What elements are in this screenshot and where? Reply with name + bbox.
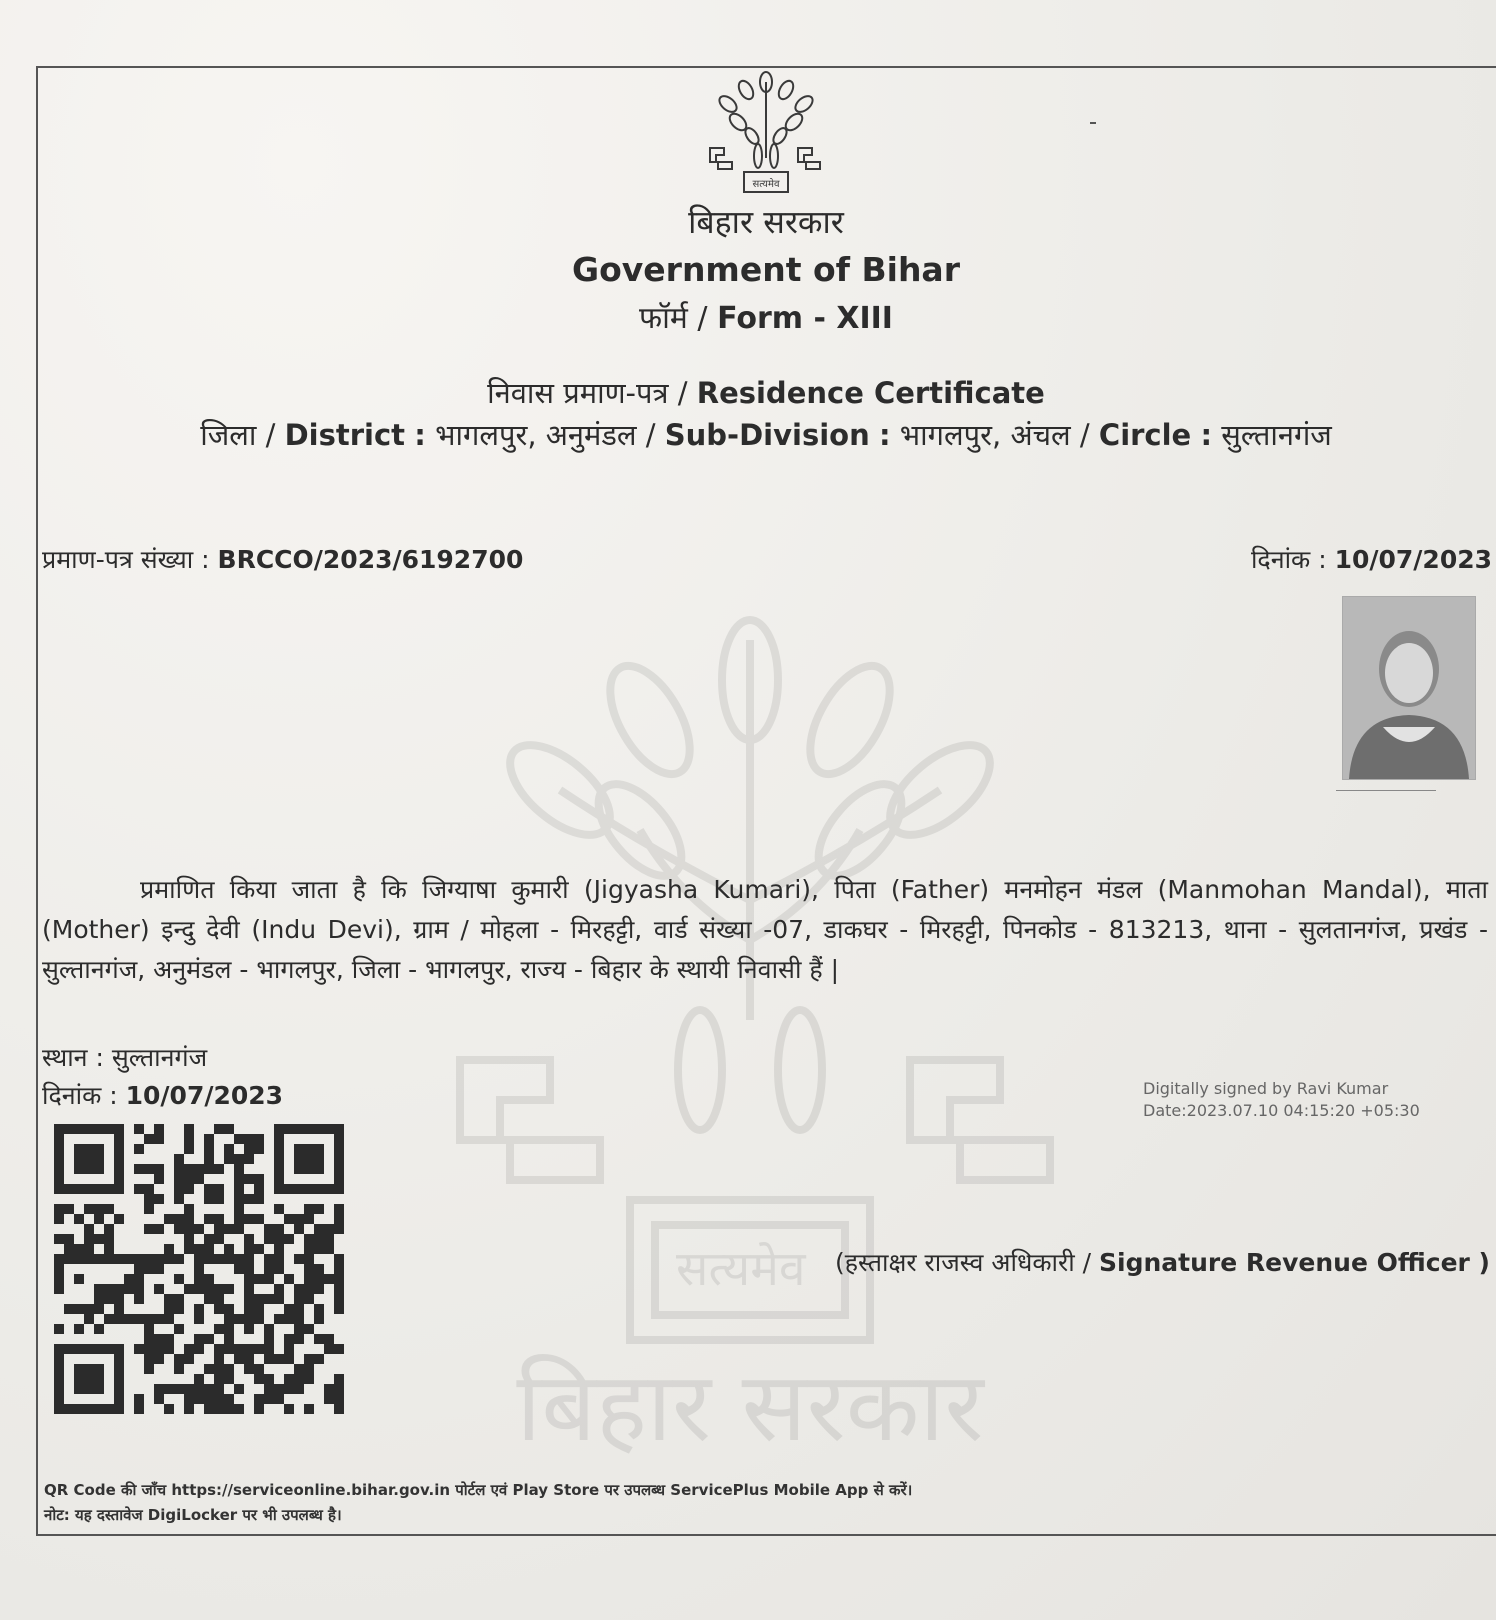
certificate-number-value: BRCCO/2023/6192700 bbox=[217, 545, 524, 574]
watermark-emblem-icon bbox=[430, 600, 1070, 1460]
place bbox=[42, 1040, 207, 1074]
qr-code-modules bbox=[54, 1124, 344, 1414]
issue-date bbox=[42, 1078, 283, 1112]
signature-caption-hindi: (हस्ताक्षर राजस्व अधिकारी / bbox=[834, 1248, 1092, 1277]
district-label-hindi: जिला bbox=[200, 418, 257, 452]
form-number: फॉर्म / Form - XIII bbox=[639, 301, 893, 336]
photo-underline bbox=[1336, 790, 1436, 791]
district-label-english: District bbox=[284, 418, 406, 452]
subdivision-label-english: Sub-Division bbox=[664, 418, 870, 452]
certificate-title: निवास प्रमाण-पत्र / Residence Certificate bbox=[487, 376, 1045, 410]
qr-code-icon[interactable] bbox=[52, 1124, 346, 1414]
subdivision-value: भागलपुर, bbox=[899, 418, 1002, 452]
jurisdiction-line: जिला / District : भागलपुर, अनुमंडल / Sub-Division : भागलपुर, अंचल / Circle : सुल्तानगंज bbox=[200, 418, 1332, 452]
form-label-english: Form - XIII bbox=[717, 301, 893, 336]
place-label: स्थान : bbox=[42, 1043, 104, 1072]
certificate-number-label: प्रमाण-पत्र संख्या : bbox=[42, 545, 210, 574]
issue-date-label: दिनांक : bbox=[42, 1081, 118, 1110]
bihar-emblem-icon bbox=[706, 68, 826, 196]
applicant-photo bbox=[1342, 596, 1476, 780]
qr-verification-note: QR Code की जाँच https://serviceonline.bihar.gov.in पोर्टल एवं Play Store पर उपलब्ध ServicePlus Mobile App से करें। bbox=[44, 1481, 913, 1499]
district-value: भागलपुर, bbox=[435, 418, 537, 452]
certificate-date bbox=[1251, 542, 1492, 576]
certificate-date-value: 10/07/2023 bbox=[1334, 545, 1492, 574]
issue-date-value: 10/07/2023 bbox=[125, 1081, 284, 1110]
certificate-title-english: Residence Certificate bbox=[696, 376, 1045, 410]
certificate-title-hindi: निवास प्रमाण-पत्र bbox=[487, 376, 669, 410]
person-icon bbox=[1343, 597, 1475, 779]
stray-mark bbox=[1090, 122, 1096, 124]
digilocker-note: नोट: यह दस्तावेज DigiLocker पर भी उपलब्ध है। bbox=[44, 1506, 342, 1524]
watermark-text: बिहार सरकार bbox=[516, 1351, 984, 1460]
subdivision-label-hindi: अनुमंडल bbox=[545, 418, 637, 452]
emblem-seal-text: सत्यमेव bbox=[752, 179, 780, 190]
watermark-seal-text: सत्यमेव bbox=[676, 1241, 806, 1297]
certification-statement: प्रमाणित किया जाता है कि जिग्याषा कुमारी (Jigyasha Kumari), पिता (Father) मनमोहन मंडल (Manmohan Mandal), माता (Mother) इन्दु देवी (Indu Devi), ग्राम / मोहला - मिरहट्टी, वार्ड संख्या -07, डाकघर - मिरहट्टी, पिनकोड - 813213, थाना - सुलतानगंज, प्रखंड - सुल्तानगंज, अनुमंडल - भागलपुर, जिला - भागलपुर, राज्य - बिहार के स्थायी निवासी हैं | bbox=[42, 875, 1488, 984]
certificate-number bbox=[42, 542, 523, 576]
digital-signature bbox=[1143, 1078, 1420, 1122]
signature-caption-english: Signature Revenue Officer ) bbox=[1099, 1248, 1490, 1277]
title-english: Government of Bihar bbox=[572, 250, 960, 289]
circle-label-english: Circle bbox=[1098, 418, 1192, 452]
circle-label-hindi: अंचल bbox=[1010, 418, 1071, 452]
title-hindi: बिहार सरकार bbox=[688, 203, 844, 241]
signature-caption bbox=[835, 1245, 1490, 1279]
digital-signature-signer: Digitally signed by Ravi Kumar bbox=[1143, 1079, 1389, 1098]
place-value: सुल्तानगंज bbox=[111, 1043, 208, 1072]
certificate-date-label: दिनांक : bbox=[1250, 545, 1327, 574]
digital-signature-date: Date:2023.07.10 04:15:20 +05:30 bbox=[1143, 1101, 1420, 1120]
form-label-hindi: फॉर्म bbox=[639, 301, 688, 336]
circle-value: सुल्तानगंज bbox=[1221, 418, 1332, 452]
